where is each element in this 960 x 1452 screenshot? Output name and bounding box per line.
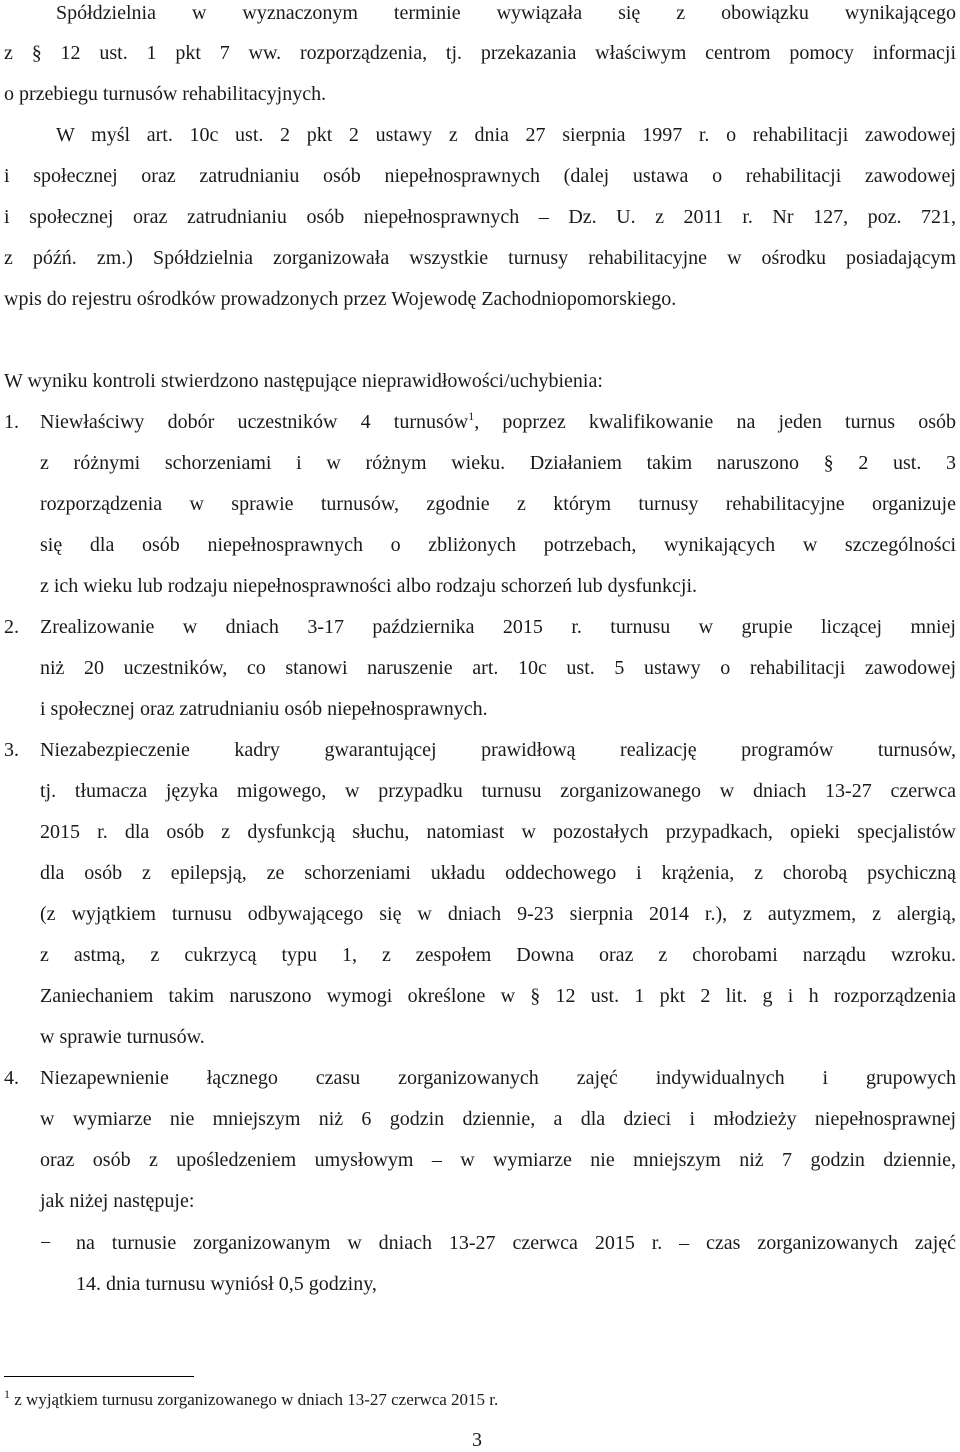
bullet-line: 14. dnia turnusu wyniósł 0,5 godziny, (76, 1273, 377, 1295)
list-item-line: w sprawie turnusów. (40, 1026, 205, 1048)
bullet-dash: − (40, 1232, 52, 1254)
list-item-line: Zrealizowanie w dniach 3-17 października 2015 r. turnusu w grupie liczącej mniej (40, 616, 956, 638)
findings-intro: W wyniku kontroli stwierdzono następujące nieprawidłowości/uchybienia: (4, 370, 603, 392)
footnote-separator (4, 1376, 194, 1377)
list-item-line: z ich wieku lub rodzaju niepełnosprawności albo rodzaju schorzeń lub dysfunkcji. (40, 575, 698, 597)
list-item-number: 1. (4, 411, 19, 433)
list-item-text: Niewłaściwy dobór uczestników 4 turnusów (40, 411, 469, 433)
list-item-line: oraz osób z upośledzeniem umysłowym – w wymiarze nie mniejszym niż 7 godzin dziennie, (40, 1149, 956, 1171)
paragraph-line: i społecznej oraz zatrudnianiu osób niepełnosprawnych (dalej ustawa o rehabilitacji zawodowej (4, 165, 956, 187)
footnote (4, 1389, 498, 1411)
paragraph-line: i społecznej oraz zatrudnianiu osób niepełnosprawnych – Dz. U. z 2011 r. Nr 127, poz. 721, (4, 206, 956, 228)
footnote-ref: 1 (468, 409, 475, 423)
list-item-line: Zaniechaniem takim naruszono wymogi określone w § 12 ust. 1 pkt 2 lit. g i h rozporządzenia (40, 985, 956, 1007)
paragraph-line: W myśl art. 10c ust. 2 pkt 2 ustawy z dnia 27 sierpnia 1997 r. o rehabilitacji zawodowej (56, 124, 956, 146)
footnote-number: 1 (4, 1387, 10, 1401)
list-item-line: Niezabezpieczenie kadry gwarantującej prawidłową realizację programów turnusów, (40, 739, 956, 761)
list-item-line: w wymiarze nie mniejszym niż 6 godzin dziennie, a dla dzieci i młodzieży niepełnosprawnej (40, 1108, 956, 1130)
list-item-line: 2015 r. dla osób z dysfunkcją słuchu, natomiast w pozostałych przypadkach, opieki specjalistów (40, 821, 956, 843)
list-item-text: , poprzez kwalifikowanie na jeden turnus osób (474, 411, 956, 433)
paragraph-line: o przebiegu turnusów rehabilitacyjnych. (4, 83, 327, 105)
list-item-line (40, 409, 956, 435)
paragraph-line: z § 12 ust. 1 pkt 7 ww. rozporządzenia, tj. przekazania właściwym centrom pomocy informacji (4, 42, 956, 64)
page-number: 3 (472, 1429, 482, 1451)
list-item-line: jak niżej następuje: (40, 1190, 195, 1212)
paragraph-line: Spółdzielnia w wyznaczonym terminie wywiązała się z obowiązku wynikającego (56, 2, 956, 24)
list-item-number: 2. (4, 616, 19, 638)
list-item-line: dla osób z epilepsją, ze schorzeniami układu oddechowego i krążenia, z chorobą psychiczną (40, 862, 956, 884)
list-item-line: z różnymi schorzeniami i w różnym wieku. Działaniem takim naruszono § 2 ust. 3 (40, 452, 956, 474)
list-item-line: (z wyjątkiem turnusu odbywającego się w dniach 9-23 sierpnia 2014 r.), z autyzmem, z alergią, (40, 903, 956, 925)
list-item-number: 3. (4, 739, 19, 761)
list-item-line: niż 20 uczestników, co stanowi naruszenie art. 10c ust. 5 ustawy o rehabilitacji zawodowej (40, 657, 956, 679)
list-item-line: Niezapewnienie łącznego czasu zorganizowanych zajęć indywidualnych i grupowych (40, 1067, 956, 1089)
paragraph-line: wpis do rejestru ośrodków prowadzonych przez Wojewodę Zachodniopomorskiego. (4, 288, 677, 310)
list-item-line: się dla osób niepełnosprawnych o zbliżonych potrzebach, wynikających w szczególności (40, 534, 956, 556)
list-item-line: z astmą, z cukrzycą typu 1, z zespołem Downa oraz z chorobami narządu wzroku. (40, 944, 956, 966)
bullet-line: na turnusie zorganizowanym w dniach 13-27 czerwca 2015 r. – czas zorganizowanych zajęć (76, 1232, 956, 1254)
paragraph-line: z późń. zm.) Spółdzielnia zorganizowała wszystkie turnusy rehabilitacyjne w ośrodku posiadającym (4, 247, 956, 269)
list-item-line: i społecznej oraz zatrudnianiu osób niepełnosprawnych. (40, 698, 488, 720)
footnote-text: z wyjątkiem turnusu zorganizowanego w dniach 13-27 czerwca 2015 r. (14, 1390, 499, 1409)
list-item-number: 4. (4, 1067, 19, 1089)
list-item-line: rozporządzenia w sprawie turnusów, zgodnie z którym turnusy rehabilitacyjne organizuje (40, 493, 956, 515)
list-item-line: tj. tłumacza języka migowego, w przypadku turnusu zorganizowanego w dniach 13-27 czerwca (40, 780, 956, 802)
